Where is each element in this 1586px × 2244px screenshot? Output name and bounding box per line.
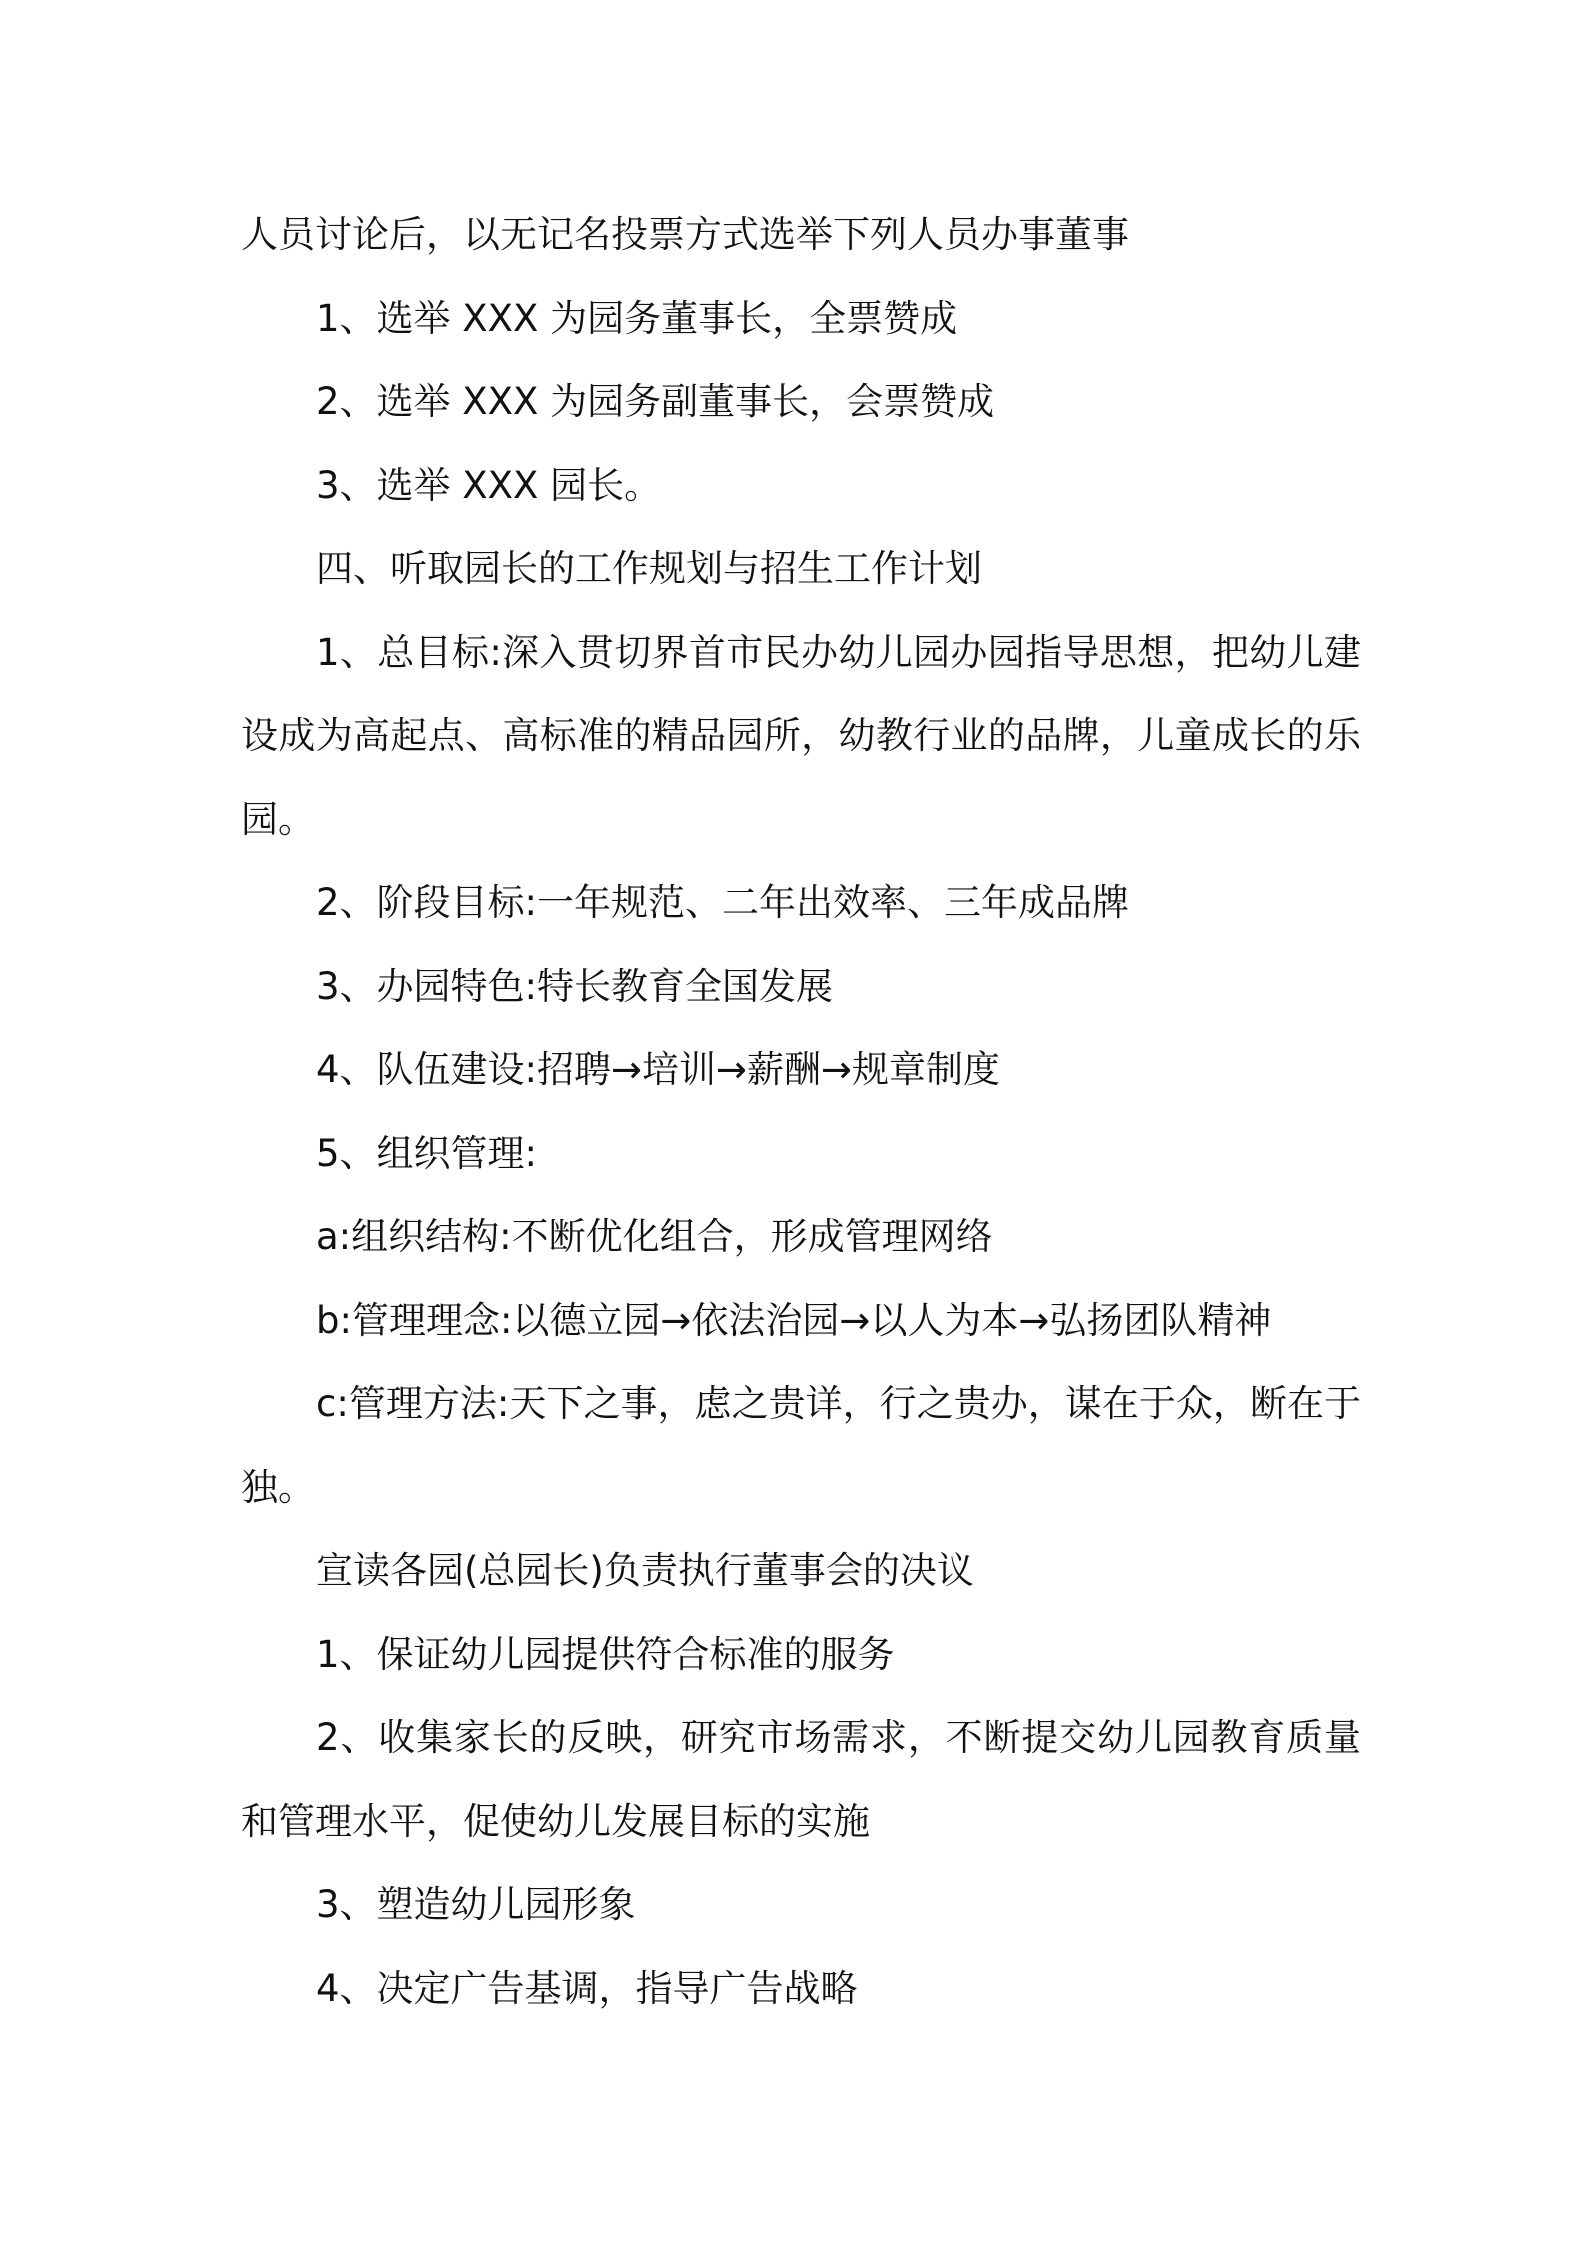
paragraph-elect-chairman: 1、选举 XXX 为园务董事长，全票赞成 — [316, 296, 958, 340]
paragraph-elect-director: 3、选举 XXX 园长。 — [316, 463, 662, 507]
paragraph-overall-goal: 1、总目标:深入贯切界首市民办幼儿园办园指导思想，把幼儿建设成为高起点、高标准的精品园所，幼教行业的品牌，儿童成长的乐园。 — [241, 630, 1361, 841]
paragraph-resolution-image: 3、塑造幼儿园形象 — [316, 1883, 636, 1926]
paragraph-organization-management: 5、组织管理: — [316, 1131, 538, 1175]
section-heading-work-plan: 四、听取园长的工作规划与招生工作计划 — [316, 547, 982, 590]
paragraph-team-building: 4、队伍建设:招聘→培训→薪酬→规章制度 — [316, 1048, 1001, 1091]
paragraph-election-intro: 人员讨论后，以无记名投票方式选举下列人员办事董事 — [241, 213, 1129, 256]
paragraph-resolution-advertising: 4、决定广告基调，指导广告战略 — [316, 1966, 858, 2010]
paragraph-org-structure: a:组织结构:不断优化组合，形成管理网络 — [316, 1215, 993, 1258]
paragraph-management-method: c:管理方法:天下之事，虑之贵详，行之贵办，谋在于众，断在于独。 — [241, 1382, 1361, 1509]
paragraph-resolution-feedback: 2、收集家长的反映，研究市场需求，不断提交幼儿园教育质量和管理水平，促使幼儿发展目标的实施 — [241, 1716, 1361, 1843]
paragraph-stage-goal: 2、阶段目标:一年规范、二年出效率、三年成品牌 — [316, 881, 1130, 924]
paragraph-school-feature: 3、办园特色:特长教育全国发展 — [316, 964, 834, 1008]
paragraph-elect-vice-chairman: 2、选举 XXX 为园务副董事长，会票赞成 — [316, 380, 995, 423]
section-heading-resolution: 宣读各园(总园长)负责执行董事会的决议 — [316, 1549, 974, 1592]
paragraph-resolution-service: 1、保证幼儿园提供符合标准的服务 — [316, 1632, 895, 1676]
paragraph-management-philosophy: b:管理理念:以德立园→依法治园→以人为本→弘扬团队精神 — [316, 1298, 1272, 1342]
document-body — [241, 193, 1361, 2030]
